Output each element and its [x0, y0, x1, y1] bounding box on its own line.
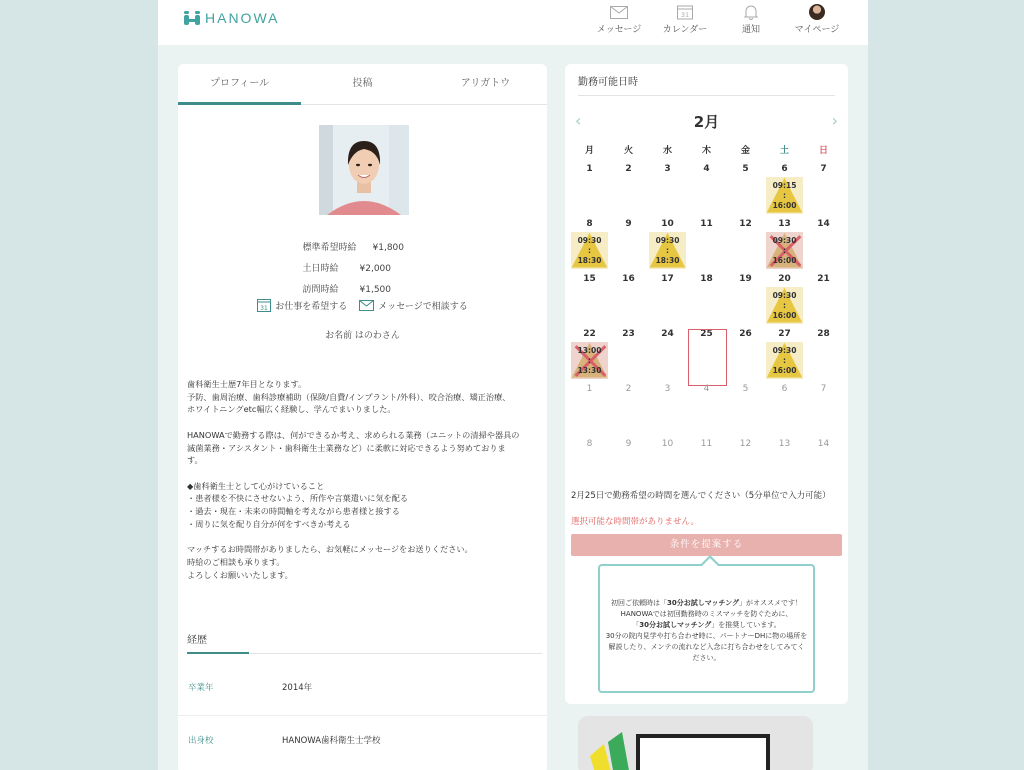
- calendar-day: [687, 383, 726, 438]
- slot-from: 09:30: [772, 236, 797, 245]
- calendar-day[interactable]: [570, 328, 609, 383]
- rate-list: [178, 238, 547, 301]
- calendar-day: [726, 383, 765, 438]
- day-number: 18: [700, 274, 713, 284]
- bio-paragraph: マッチするお時間帯がありましたら、お気軽にメッセージをお送りください。 時給のご相談も承ります。 よろしくお願いいたします。: [187, 544, 473, 580]
- day-number: 2: [625, 384, 632, 394]
- weekday-row: [570, 143, 843, 163]
- slot-separator: :: [783, 191, 786, 200]
- slot-to: 16:00: [772, 256, 797, 265]
- profile-card: [178, 64, 547, 770]
- day-number: 14: [817, 439, 830, 449]
- day-number: 17: [661, 274, 674, 284]
- calendar-icon: [677, 2, 693, 22]
- slot-from: 09:30: [772, 291, 797, 300]
- day-number: 25: [700, 329, 713, 339]
- tip-bubble: [598, 564, 815, 693]
- calendar-day: [648, 383, 687, 438]
- tab-thanks[interactable]: アリガトウ: [460, 78, 511, 89]
- slot-from: 09:30: [577, 236, 602, 245]
- calendar-day: [765, 383, 804, 438]
- profile-actions: [178, 298, 547, 312]
- slot-separator: :: [783, 301, 786, 310]
- day-number: 27: [778, 329, 791, 339]
- available-slot[interactable]: [766, 342, 803, 379]
- slot-from: 13:00: [577, 346, 602, 355]
- available-slot[interactable]: [766, 177, 803, 214]
- calendar-day: [609, 383, 648, 438]
- rate-row: [178, 259, 547, 280]
- day-number: 1: [586, 164, 593, 174]
- career-label: 卒業年: [188, 683, 214, 693]
- calendar-day[interactable]: [726, 328, 765, 383]
- rate-value: ¥1,500: [359, 285, 391, 295]
- career-title: 経歴: [187, 635, 207, 646]
- day-number: 10: [661, 439, 674, 449]
- rate-value: ¥1,800: [372, 243, 404, 253]
- nav-notifications[interactable]: [728, 2, 774, 35]
- slot-to: 18:30: [655, 256, 680, 265]
- day-number: 13: [778, 439, 791, 449]
- schedule-card: [565, 64, 848, 704]
- rate-value: ¥2,000: [359, 264, 391, 274]
- logo-mark-icon: [184, 11, 200, 25]
- beginner-mark-icon: [578, 716, 813, 770]
- calendar-day[interactable]: [726, 273, 765, 328]
- time-select-hint: 2月25日で勤務希望の時間を選んでください（5分単位で入力可能）: [571, 491, 831, 501]
- no-slot-message: 選択可能な時間帯がありません。: [571, 517, 700, 527]
- unavailable-slot[interactable]: [571, 342, 608, 379]
- selected-day-outline: [688, 329, 727, 386]
- divider: [187, 653, 542, 654]
- calendar-day: [648, 438, 687, 493]
- calendar-day: [726, 438, 765, 493]
- calendar-day: [609, 438, 648, 493]
- calendar-day[interactable]: [765, 163, 804, 218]
- calendar-week: [570, 383, 843, 438]
- brand-name: HANOWA: [205, 10, 280, 26]
- calendar-day[interactable]: [687, 163, 726, 218]
- calendar-day[interactable]: [648, 273, 687, 328]
- day-number: 23: [622, 329, 635, 339]
- calendar-day[interactable]: [765, 328, 804, 383]
- day-number: 12: [739, 439, 752, 449]
- available-slot[interactable]: [766, 287, 803, 324]
- career-row: [178, 734, 547, 764]
- bio-paragraph: 歯科衛生士歴7年目となります。 予防、歯周治療、歯科診療補助（保険/自費/インプラント/外科）、咬合治療、矯正治療、 ホワイトニングetc幅広く経験し、学んでまいりました。: [187, 379, 511, 415]
- career-value: 2014年: [282, 683, 313, 693]
- day-number: 9: [625, 439, 632, 449]
- calendar-day[interactable]: [648, 218, 687, 273]
- nav-label: マイページ: [794, 25, 840, 35]
- weekday-label: 土: [779, 146, 789, 156]
- message-consult-label: メッセージで相談する: [378, 301, 468, 312]
- calendar-day[interactable]: [765, 218, 804, 273]
- weekday-label: 月: [584, 146, 594, 156]
- day-number: 3: [664, 384, 671, 394]
- profile-photo: [319, 125, 409, 215]
- month-label: 2月: [693, 113, 720, 131]
- calendar-day[interactable]: [726, 163, 765, 218]
- calendar-day: [804, 438, 843, 493]
- day-number: 5: [742, 384, 749, 394]
- calendar-icon: [257, 298, 271, 312]
- calendar-day: [570, 383, 609, 438]
- weekday-label: 金: [740, 146, 750, 156]
- nav-calendar[interactable]: [662, 2, 708, 35]
- slot-separator: :: [783, 356, 786, 365]
- day-number: 28: [817, 329, 830, 339]
- day-number: 9: [625, 219, 632, 229]
- day-number: 11: [700, 439, 713, 449]
- day-number: 19: [739, 274, 752, 284]
- weekday-label: 日: [818, 146, 828, 156]
- main-nav: [596, 2, 840, 35]
- nav-label: メッセージ: [596, 25, 642, 35]
- calendar-day[interactable]: [804, 273, 843, 328]
- calendar-day[interactable]: [765, 273, 804, 328]
- chevron-right-icon[interactable]: ›: [831, 111, 838, 130]
- day-number: 2: [625, 164, 632, 174]
- propose-conditions-button[interactable]: 条件を提案する: [571, 534, 842, 556]
- request-work-link[interactable]: [257, 298, 347, 312]
- day-number: 3: [664, 164, 671, 174]
- rate-row: [178, 238, 547, 259]
- nav-messages[interactable]: [596, 2, 642, 35]
- profile-tabs: [178, 64, 547, 105]
- day-number: 10: [661, 219, 674, 229]
- day-number: 6: [781, 384, 788, 394]
- calendar-day: [765, 438, 804, 493]
- bio-paragraph: HANOWAで勤務する際は、何ができるか考え、求められる業務（ユニットの清掃や器具の 滅菌業務・アシスタント・歯科衛生士業務など）に柔軟に対応できるよう努めておりま す。: [187, 429, 520, 466]
- slot-to: 16:00: [772, 366, 797, 375]
- calendar-day[interactable]: [687, 273, 726, 328]
- top-bar: [158, 0, 868, 45]
- weekday-label: 木: [701, 146, 711, 156]
- slot-to: 18:30: [577, 256, 602, 265]
- day-number: 15: [583, 274, 596, 284]
- calendar-day[interactable]: [609, 163, 648, 218]
- calendar-day[interactable]: [570, 273, 609, 328]
- calendar-day[interactable]: [570, 163, 609, 218]
- calendar-week: [570, 273, 843, 328]
- profile-bio: [187, 378, 542, 594]
- slot-from: 09:15: [772, 181, 797, 190]
- slot-to: 16:00: [772, 201, 797, 210]
- day-number: 8: [586, 439, 593, 449]
- calendar-day[interactable]: [687, 328, 726, 383]
- calendar-badge: 31: [680, 11, 690, 19]
- calendar-week: [570, 328, 843, 383]
- slot-from: 09:30: [655, 236, 680, 245]
- calendar-day[interactable]: [570, 218, 609, 273]
- career-label: 出身校: [188, 736, 214, 746]
- unavailable-slot[interactable]: [766, 232, 803, 269]
- calendar-day: [687, 438, 726, 493]
- available-slot[interactable]: [571, 232, 608, 269]
- avatar: [809, 4, 825, 20]
- day-number: 4: [703, 384, 710, 394]
- calendar-day[interactable]: [609, 328, 648, 383]
- calendar-day[interactable]: [609, 273, 648, 328]
- nav-mypage[interactable]: [794, 2, 840, 35]
- tip-text: 初回ご依頼時は「30分お試しマッチング」がオススメです！ HANOWAでは初回勤務時のミスマッチを防ぐために、 「30分お試しマッチング」を推奨しています。 30分の院内見学や打ち合わせ時に、パートナーDHに物の場所を 解説したり、メンテの流れなど入念に打ち合わせをしてみてく ださい。: [605, 599, 808, 662]
- chevron-left-icon[interactable]: ‹: [575, 111, 582, 130]
- day-number: 7: [820, 164, 827, 174]
- envelope-icon: [610, 2, 628, 22]
- slot-separator: :: [588, 356, 591, 365]
- nav-label: カレンダー: [662, 25, 708, 35]
- calendar-grid: [570, 143, 843, 493]
- slot-separator: :: [588, 246, 591, 255]
- calendar-day[interactable]: [804, 163, 843, 218]
- bio-paragraph: ◆歯科衛生士として心がけていること ・患者様を不快にさせないよう、所作や言葉遣いに気を配る ・過去・現在・未来の時間軸を考えながら患者様と接する ・周りに気を配り自分が何をすべきか考える: [187, 480, 409, 529]
- profile-name: お名前 はのわさん: [325, 331, 400, 341]
- weekday-label: 水: [662, 146, 672, 156]
- calendar-weeks: [570, 163, 843, 493]
- slot-to: 13:30: [577, 366, 602, 375]
- day-number: 11: [700, 219, 713, 229]
- career-value: HANOWA歯科衛生士学校: [282, 736, 381, 746]
- calendar-day[interactable]: [804, 218, 843, 273]
- rate-label: 標準希望時給: [302, 243, 357, 253]
- envelope-icon: [359, 300, 374, 311]
- calendar-day[interactable]: [648, 163, 687, 218]
- request-work-label: お仕事を希望する: [275, 301, 348, 312]
- calendar-day: [804, 383, 843, 438]
- message-consult-link[interactable]: [359, 298, 467, 312]
- calendar-day: [570, 438, 609, 493]
- day-number: 8: [586, 219, 593, 229]
- day-number: 4: [703, 164, 710, 174]
- career-row: [178, 681, 547, 716]
- tab-profile[interactable]: プロフィール: [178, 64, 301, 104]
- day-number: 22: [583, 329, 596, 339]
- calendar-day[interactable]: [804, 328, 843, 383]
- day-number: 14: [817, 219, 830, 229]
- nav-label: 通知: [741, 25, 760, 35]
- weekday-label: 火: [623, 146, 633, 156]
- schedule-title: 勤務可能日時: [578, 77, 638, 88]
- day-number: 20: [778, 274, 791, 284]
- calendar-day[interactable]: [648, 328, 687, 383]
- tab-posts[interactable]: 投稿: [352, 78, 373, 89]
- calendar-week: [570, 163, 843, 218]
- day-number: 16: [622, 274, 635, 284]
- day-number: 7: [820, 384, 827, 394]
- calendar-day[interactable]: [609, 218, 648, 273]
- calendar-week: [570, 438, 843, 493]
- day-number: 26: [739, 329, 752, 339]
- available-slot[interactable]: [649, 232, 686, 269]
- slot-from: 09:30: [772, 346, 797, 355]
- day-number: 12: [739, 219, 752, 229]
- day-number: 13: [778, 219, 791, 229]
- promo-banner[interactable]: [578, 716, 813, 770]
- rate-label: 訪問時給: [302, 285, 339, 295]
- bell-icon: [744, 2, 758, 22]
- calendar-day[interactable]: [687, 218, 726, 273]
- calendar-week: [570, 218, 843, 273]
- calendar-badge: 31: [260, 305, 269, 312]
- day-number: 5: [742, 164, 749, 174]
- slot-separator: :: [666, 246, 669, 255]
- day-number: 6: [781, 164, 788, 174]
- divider: [578, 95, 835, 96]
- day-number: 24: [661, 329, 674, 339]
- brand-logo[interactable]: [184, 10, 279, 26]
- slot-separator: :: [783, 246, 786, 255]
- day-number: 1: [586, 384, 593, 394]
- rate-label: 土日時給: [302, 264, 339, 274]
- calendar-day[interactable]: [726, 218, 765, 273]
- slot-to: 16:00: [772, 311, 797, 320]
- day-number: 21: [817, 274, 830, 284]
